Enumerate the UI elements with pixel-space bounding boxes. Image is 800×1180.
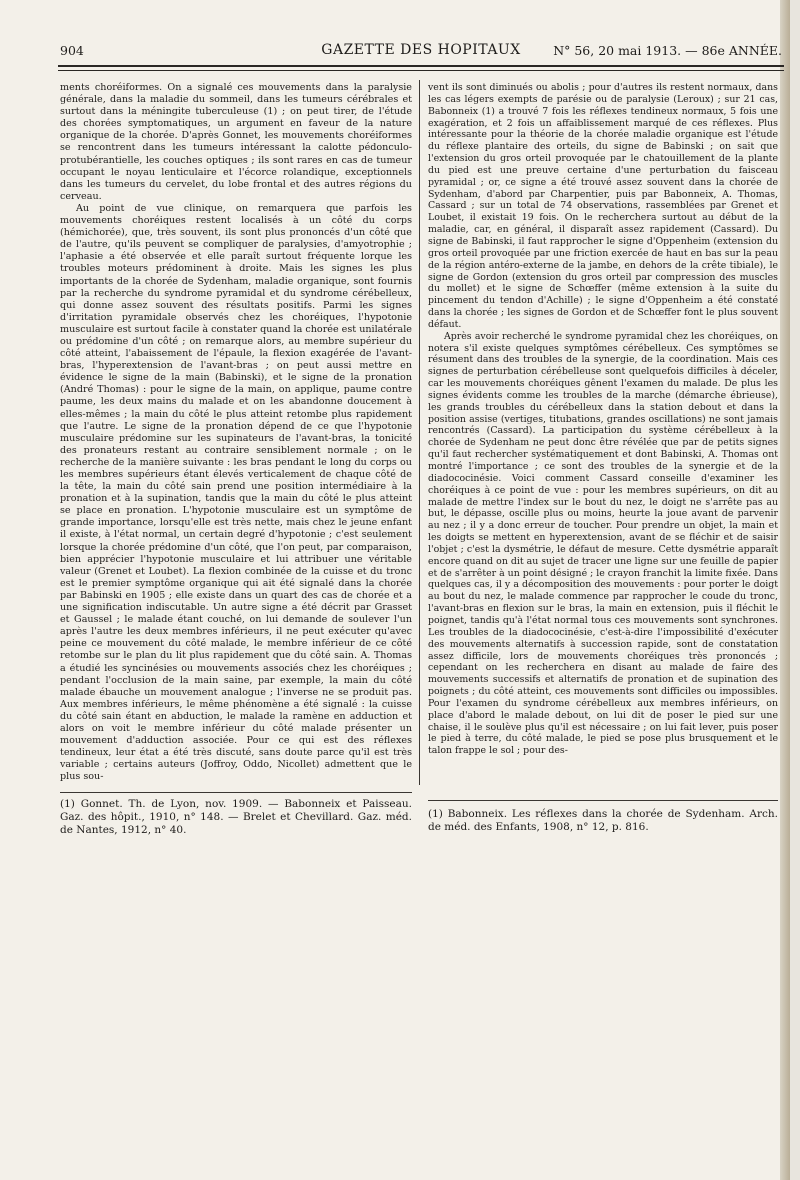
header-rule-thin (58, 70, 784, 71)
header-rule-thick (58, 65, 784, 67)
column-divider (419, 80, 420, 785)
issue-info: N° 56, 20 mai 1913. — 86e ANNÉE. (553, 43, 782, 58)
page-edge (780, 0, 790, 1180)
paragraph: Après avoir recherché le syndrome pyramidal chez les choréiques, on notera s'il existe quelques symptômes cérébelleux. Ces symptômes se résument dans des troubles de la synergie, de la coordination. Mais ces signes de perturbation cérébelleuse sont quelquefois difficiles à déceler, car les mouvements choréiques gênent l'examen du malade. De plus les signes évidents comme les troubles de la marche (démarche ébrieuse), les grands troubles du cérébelleux dans la station debout et dans la position assise (vertiges, titubations, grandes oscillations) ne sont jamais rencontrés (Cassard). La participation du système cérébelleux à la chorée de Sydenham ne peut donc être révélée que par de petits signes qu'il faut rechercher systématiquement et dont Babinski, A. Thomas ont montré l'importance ; ce sont des troubles de la synergie et de la diadococinésie. Voici comment Cassard conseille d'examiner les choréiques à ce point de vue : pour les membres supérieurs, on dit au malade de mettre l'index sur le bout du nez, le doigt ne s'arrête pas au but, le dépasse, oscille plus ou moins, heurte la joue avant de parvenir au nez ; il y a donc erreur de toucher. Pour prendre un objet, la main et les doigts se mettent en hyperextension, avant de se fléchir et de saisir l'objet ; c'est la dysmétrie, le défaut de mesure. Cette dysmétrie apparaît encore quand on dit au sujet de tracer une ligne sur une feuille de papier et de s'arrêter à un point désigné ; le crayon franchit la limite fixée. Dans quelques cas, il y a décomposition des mouvements : pour porter le doigt au bout du nez, le malade commence par rapprocher le coude du tronc, l'avant-bras en flexion sur le bras, la main en extension, puis il fléchit le poignet, tandis qu'à l'état normal tous ces mouvements sont synchrones. Les troubles de la diadococinésie, c'est-à-dire l'impossibilité d'exécuter des mouvements alternatifs à succession rapide, sont de constatation assez difficile, lors de mouvements choréiques très prononcés ; cependant on les recherchera en disant au malade de faire des mouvements successifs et alternatifs de pronation et de supination des poignets ; du côté atteint, ces mouvements sont difficiles ou impossibles. Pour l'examen du syndrome cérébelleux aux membres inférieurs, on place d'abord le malade debout, on lui dit de poser le pied sur une chaise, il le soulève plus qu'il est nécessaire ; on lui fait lever, puis poser le pied à terre, du côté malade, le pied se pose plus brusquement et le talon frappe le sol ; pour des- (428, 330, 778, 757)
paragraph: Au point de vue clinique, on remarquera que parfois les mouvements choréiques restent localisés à un côté du corps (hémichorée), que, très souvent, ils sont plus prononcés d'un côté que de l'autre, qu'ils peuvent se compliquer de paralysies, d'amyotrophie ; l'aphasie a été observée et elle paraît surtout fréquente lorque les troubles moteurs prédominent à droite. Mais les signes les plus importants de la chorée de Sydenham, maladie organique, sont fournis par la recherche du syndrome pyramidal et du syndrome cérébelleux, qui donne assez souvent des résultats positifs. Parmi les signes d'irritation pyramidale observés chez les choréiques, l'hypotonie musculaire est surtout facile à constater quand la chorée est unilatérale ou prédomine d'un côté ; on remarque alors, au membre supérieur du côté atteint, l'abaissement de l'épaule, la flexion exagérée de l'avant-bras, l'hyperextension de l'avant-bras ; on peut aussi mettre en évidence le signe de la main (Babinski), et le signe de la pronation (André Thomas) : pour le signe de la main, on applique, paume contre paume, les deux mains du malade et on les abandonne doucement à elles-mêmes ; la main du côté le plus atteint retombe plus rapidement que l'autre. Le signe de la pronation dépend de ce que l'hypotonie musculaire prédomine sur les supinateurs de l'avant-bras, la tonicité des pronateurs restant au contraire sensiblement normale ; on le recherche de la manière suivante : les bras pendant le long du corps ou les membres supérieurs étant élevés verticalement de chaque côté de la tête, la main du côté sain prend une position intermédiaire à la pronation et à la supination, tandis que la main du côté le plus atteint se place en pronation. L'hypotonie musculaire est un symptôme de grande importance, lorsqu'elle est très nette, mais chez le jeune enfant il existe, à l'état normal, un certain degré d'hypotonie ; c'est seulement lorsque la chorée prédomine d'un côté, que l'on peut, par comparaison, bien apprécier l'hypotonie musculaire et lui attribuer une véritable valeur (Grenet et Loubet). La flexion combinée de la cuisse et du tronc est le premier symptôme organique qui ait été signalé dans la chorée par Babinski en 1905 ; elle existe dans un quart des cas de chorée et a une signification indiscutable. Un autre signe a été décrit par Grasset et Gaussel ; le malade étant couché, on lui demande de soulever l'un après l'autre les deux membres inférieurs, il ne peut exécuter qu'avec peine ce mouvement du côté malade, le membre inférieur de ce côté retombe sur le plan du lit plus rapidement que du côté sain. A. Thomas a étudié les syncinésies ou mouvements associés chez les choréiques ; pendant l'occlusion de la main saine, par exemple, la main du côté malade ébauche un mouvement analogue ; l'inverse ne se produit pas. Aux membres inférieurs, le même phénomène a été signalé : la cuisse du côté sain étant en abduction, le malade la ramène en adduction et alors on voit le membre inférieur du côté malade présenter un mouvement d'adduction associée. Pour ce qui est des réflexes tendineux, leur état a été très discuté, sans doute parce qu'il est très variable ; certains auteurs (Joffroy, Oddo, Nicollet) admettent que le plus sou- (60, 202, 412, 783)
left-column (60, 82, 412, 783)
paragraph: vent ils sont diminués ou abolis ; pour d'autres ils restent normaux, dans les cas légers exempts de parésie ou de paralysie (Leroux) ; sur 21 cas, Babonneix (1) a trouvé 7 fois les réflexes tendineux normaux, 5 fois une exagération, et 2 fois un affaiblissement marqué de ces réflexes. Plus intéressante pour la théorie de la chorée maladie organique est l'étude du réflexe plantaire des orteils, du signe de Babinski ; on sait que l'extension du gros orteil provoquée par le chatouillement de la plante du pied est une preuve certaine d'une perturbation du faisceau pyramidal ; or, ce signe a été trouvé assez souvent dans la chorée de Sydenham, d'abord par Charpentier, puis par Babonneix, A. Thomas, Cassard ; sur un total de 74 observations, rassemblées par Grenet et Loubet, il existait 19 fois. On le recherchera surtout au début de la maladie, car, en général, il disparaît assez rapidement (Cassard). Du signe de Babinski, il faut rapprocher le signe d'Oppenheim (extension du gros orteil provoquée par une friction exercée de haut en bas sur la peau de la région antéro-externe de la jambe, en dehors de la crête tibiale), le signe de Gordon (extension du gros orteil par compression des muscles du mollet) et le signe de Schœffer (même extension à la suite du pincement du tendon d'Achille) ; le signe d'Oppenheim a été constaté dans la chorée ; les signes de Gordon et de Schœffer font le plus souvent défaut. (428, 82, 778, 330)
footnote-rule-right (428, 800, 778, 801)
page-number: 904 (60, 43, 84, 58)
footnote-left: (1) Gonnet. Th. de Lyon, nov. 1909. — Babonneix et Paisseau. Gaz. des hôpit., 1910, n° 148. — Brelet et Chevillard. Gaz. méd. de Nantes, 1912, n° 40. (60, 798, 412, 836)
paragraph: ments choréiformes. On a signalé ces mouvements dans la paralysie générale, dans la maladie du sommeil, dans les tumeurs cérébrales et surtout dans la méningite tuberculeuse (1) ; on peut tirer, de l'étude des chorées symptomatiques, un argument en faveur de la nature organique de la chorée. D'après Gonnet, les mouvements choréiformes se rencontrent dans les tumeurs intéressant la calotte pédonculo-protubérantielle, les couches optiques ; ils sont rares en cas de tumeur occupant le noyau lenticulaire et l'écorce rolandique, exceptionnels dans les tumeurs du cervelet, du lobe frontal et des autres régions du cerveau. (60, 82, 412, 202)
footnote-rule-left (60, 792, 412, 793)
right-column (428, 82, 778, 757)
footnote-right: (1) Babonneix. Les réflexes dans la chorée de Sydenham. Arch. de méd. des Enfants, 1908, n° 12, p. 816. (428, 808, 778, 833)
journal-title: GAZETTE DES HOPITAUX (321, 42, 521, 58)
page-header (60, 40, 782, 64)
